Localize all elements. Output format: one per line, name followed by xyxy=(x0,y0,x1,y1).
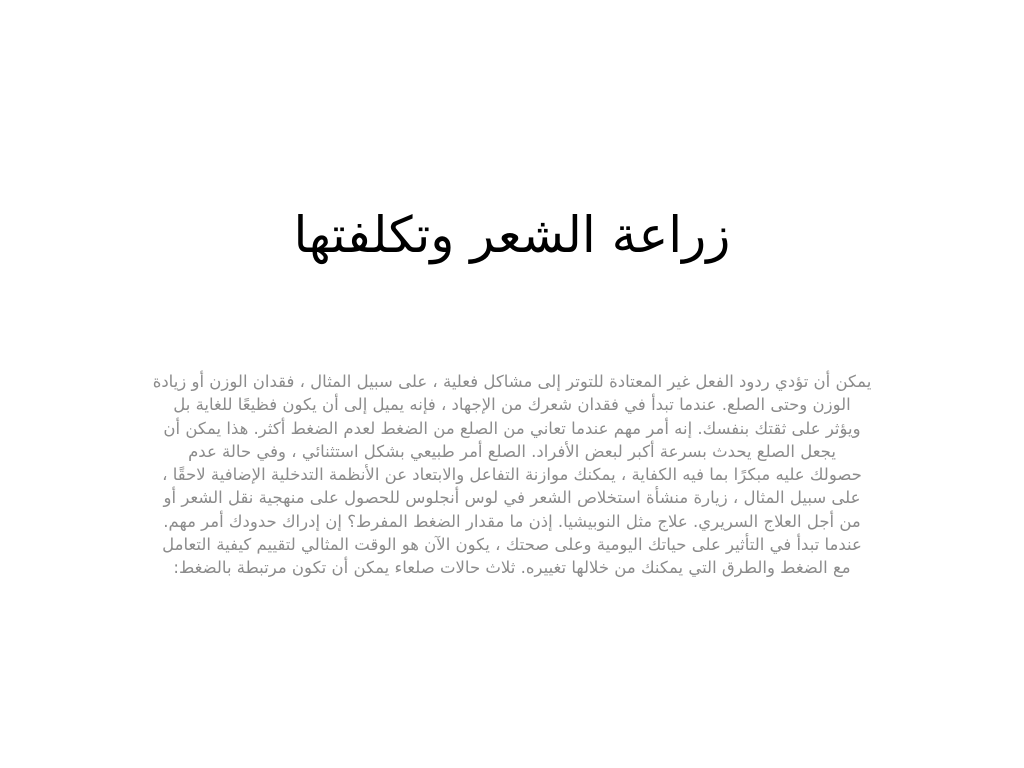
body-line: مع الضغط والطرق التي يمكنك من خلالها تغييره. ثلاث حالات صلعاء يمكن أن تكون مرتبطة بالضغط: xyxy=(173,558,851,578)
slide-title: زراعة الشعر وتكلفتها xyxy=(293,206,731,264)
body-line: يمكن أن تؤدي ردود الفعل غير المعتادة للتوتر إلى مشاكل فعلية ، على سبيل المثال ، فقدان الوزن أو زيادة xyxy=(152,372,872,391)
body-line: حصولك عليه مبكرًا بما فيه الكفاية ، يمكنك موازنة التفاعل والابتعاد عن الأنظمة التدخلية الإضافية لاحقًا ، xyxy=(162,465,862,485)
body-line: الوزن وحتى الصلع. عندما تبدأ في فقدان شعرك من الإجهاد ، فإنه يميل إلى أن يكون فظيعًا للغاية بل xyxy=(173,395,851,415)
body-line: على سبيل المثال ، زيارة منشأة استخلاص الشعر في لوس أنجلوس للحصول على منهجية نقل الشعر أو xyxy=(163,488,861,508)
slide-body xyxy=(100,370,924,580)
body-line: عندما تبدأ في التأثير على حياتك اليومية وعلى صحتك ، يكون الآن هو الوقت المثالي لتقييم كيفية التعامل xyxy=(162,535,862,555)
body-line: ويؤثر على ثقتك بنفسك. إنه أمر مهم عندما تعاني من الصلع من الضغط لعدم الضغط أكثر. هذا يمكن أن xyxy=(163,418,861,438)
body-line: يجعل الصلع يحدث بسرعة أكبر لبعض الأفراد. الصلع أمر طبيعي بشكل استثنائي ، وفي حالة عدم xyxy=(188,441,836,461)
body-line: من أجل العلاج السريري. علاج مثل النوبيشيا. إذن ما مقدار الضغط المفرط؟ إن إدراك حدودك أمر مهم. xyxy=(163,511,861,531)
